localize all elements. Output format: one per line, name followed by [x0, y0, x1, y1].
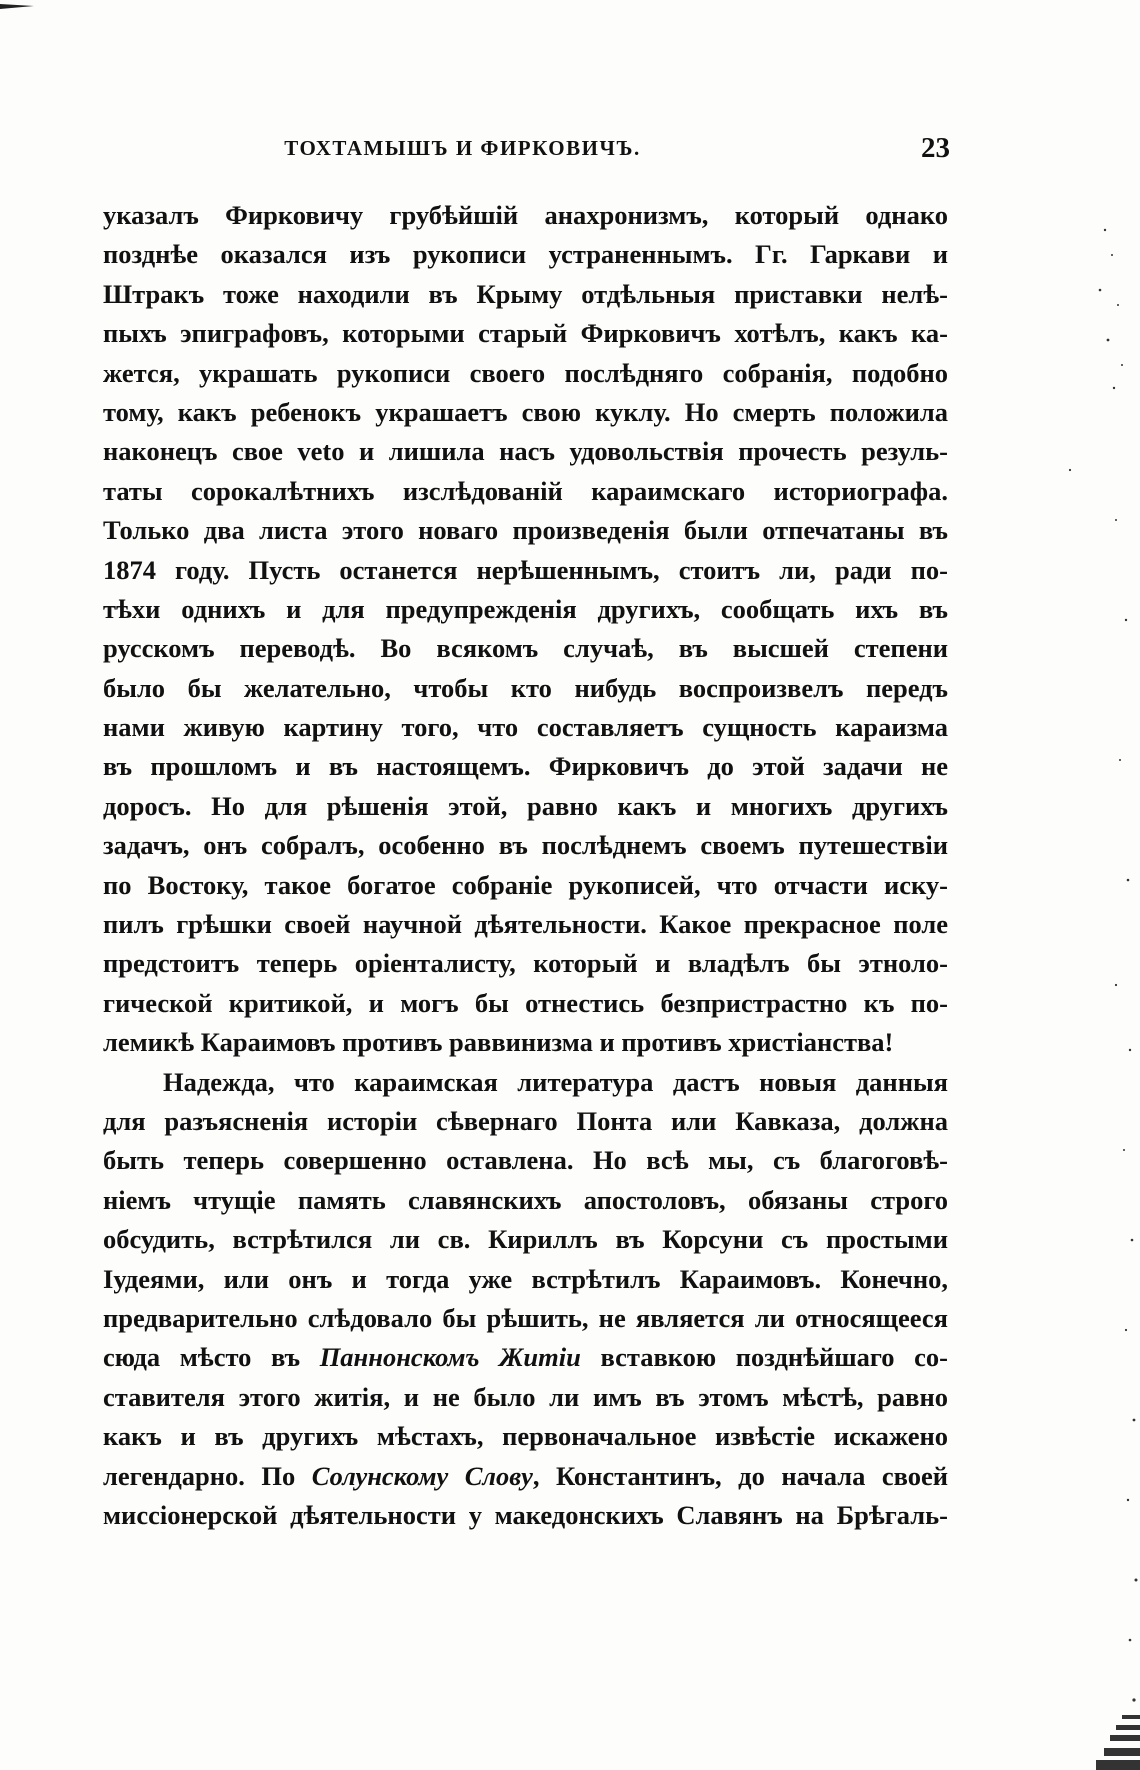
- italic-title: Паннонскомъ Житіи: [319, 1342, 581, 1373]
- text-line: было бы желательно, чтобы кто нибудь воспроизвелъ передъ: [103, 672, 948, 703]
- text-line: быть теперь совершенно оставлена. Но всѣ мы, съ благоговѣ-: [103, 1145, 948, 1176]
- text-line: нами живую картину того, что составляетъ сущность караизма: [103, 712, 948, 743]
- text-line: таты сорокалѣтнихъ изслѣдованій караимскаго историографа.: [103, 475, 948, 506]
- text-line: обсудить, встрѣтился ли св. Кириллъ въ Корсуни съ простыми: [103, 1224, 948, 1255]
- text-line: позднѣе оказался изъ рукописи устраненнымъ. Гг. Гаркави и: [103, 239, 948, 270]
- running-head: [100, 132, 950, 168]
- text-line: въ прошломъ и въ настоящемъ. Фирковичъ до этой задачи не: [103, 751, 948, 782]
- text-line: указалъ Фирковичу грубѣйшій анахронизмъ, который однако: [103, 200, 948, 230]
- scan-corner-mark: [0, 0, 40, 12]
- text-line: Штракъ тоже находили въ Крыму отдѣльныя приставки нелѣ-: [103, 278, 948, 309]
- text-run: вставкою позднѣйшаго со-: [580, 1342, 948, 1373]
- text-line: тому, какъ ребенокъ украшаетъ свою куклу. Но смерть положила: [103, 396, 948, 427]
- text-line: задачъ, онъ собралъ, особенно въ послѣднемъ своемъ путешествіи: [103, 830, 948, 861]
- text-line: жется, украшать рукописи своего послѣдняго собранія, подобно: [103, 357, 948, 388]
- text-line-with-italic: [103, 1338, 948, 1377]
- italic-title: Солунскому Слову: [311, 1460, 533, 1491]
- text-line: гической критикой, и могъ бы отнестись безпристрастно къ по-: [103, 987, 948, 1018]
- text-run: , Константинъ, до начала своей: [532, 1460, 949, 1491]
- text-line-with-italic: [103, 1457, 948, 1496]
- text-line: ніемъ чтущіе память славянскихъ апостоловъ, обязаны строго: [103, 1184, 948, 1215]
- scan-edge-noise: [1030, 0, 1140, 1770]
- text-line: наконецъ свое veto и лишила насъ удовольствія прочесть резуль-: [103, 436, 948, 467]
- text-run: сюда мѣсто въ: [103, 1342, 320, 1373]
- text-line: для разъясненія исторіи сѣвернаго Понта или Кавказа, должна: [103, 1105, 948, 1136]
- text-line: какъ и въ другихъ мѣстахъ, первоначальное извѣстіе искажено: [103, 1421, 948, 1452]
- text-line: Только два листа этого новаго произведенія были отпечатаны въ: [103, 515, 948, 546]
- text-line: ставителя этого житія, и не было ли имъ въ этомъ мѣстѣ, равно: [103, 1381, 948, 1412]
- text-line: по Востоку, такое богатое собраніе рукописей, что отчасти иску-: [103, 869, 948, 900]
- text-line: 1874 году. Пусть останется нерѣшеннымъ, стоитъ ли, ради по-: [103, 554, 948, 585]
- paragraph-1: [103, 196, 948, 1063]
- text-line: пыхъ эпиграфовъ, которыми старый Фирковичъ хотѣлъ, какъ ка-: [103, 318, 948, 349]
- paragraph-2: [103, 1063, 948, 1536]
- text-line: Надежда, что караимская литература дастъ новыя данныя: [163, 1066, 948, 1097]
- text-line: предстоитъ теперь оріенталисту, который и владѣлъ бы этноло-: [103, 948, 948, 979]
- text-line: тѣхи однихъ и для предупрежденія другихъ, сообщать ихъ въ: [103, 593, 948, 624]
- page-number: 23: [921, 132, 950, 164]
- text-line: пилъ грѣшки своей научной дѣятельности. Какое прекрасное поле: [103, 909, 948, 940]
- text-line: предварительно слѣдовало бы рѣшить, не является ли относящееся: [103, 1302, 948, 1333]
- text-line: Іудеями, или онъ и тогда уже встрѣтилъ Караимовъ. Конечно,: [103, 1263, 948, 1294]
- body-text: [103, 196, 948, 1535]
- text-line: доросъ. Но для рѣшенія этой, равно какъ и многихъ другихъ: [103, 790, 948, 821]
- running-title: ТОХТАМЫШЪ И ФИРКОВИЧЪ.: [284, 136, 641, 160]
- text-run: легендарно. По: [103, 1460, 312, 1491]
- text-line: русскомъ переводѣ. Во всякомъ случаѣ, въ высшей степени: [103, 633, 948, 664]
- text-line: миссіонерской дѣятельности у македонскихъ Славянъ на Брѣгаль-: [103, 1499, 948, 1530]
- text-line: лемикѣ Караимовъ противъ раввинизма и противъ христіанства!: [103, 1027, 894, 1058]
